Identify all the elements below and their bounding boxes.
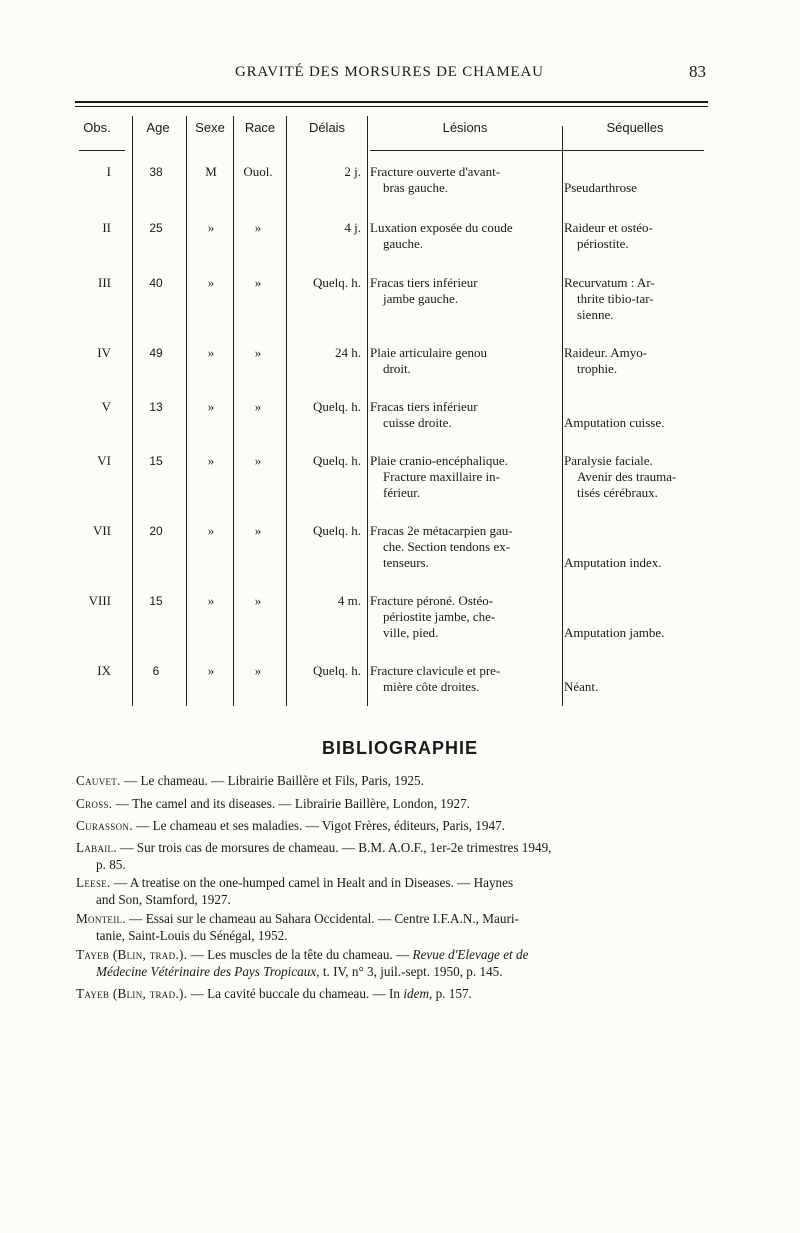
bib-entry bbox=[76, 772, 708, 789]
cell-race: » bbox=[254, 663, 262, 678]
cell-sexe: M bbox=[205, 164, 217, 179]
cell-race: » bbox=[254, 275, 262, 290]
cell-delais: Quelq. h. bbox=[312, 453, 361, 468]
header-obs: Obs. bbox=[83, 120, 111, 135]
column-divider bbox=[562, 126, 563, 706]
cell-obs: IX bbox=[97, 663, 111, 678]
cell-age: 49 bbox=[149, 346, 163, 360]
cell-sequelles: Amputation cuisse. bbox=[564, 415, 665, 430]
header-age: Age bbox=[146, 120, 170, 135]
cell-lesions: gauche. bbox=[383, 236, 424, 251]
running-head bbox=[75, 64, 708, 88]
cell-sexe: » bbox=[207, 345, 215, 360]
header-underline bbox=[79, 150, 125, 151]
cell-age: 6 bbox=[152, 664, 160, 678]
cell-lesions: Fracture péroné. Ostéo- bbox=[370, 593, 494, 608]
bib-continuation: p. 85. bbox=[96, 857, 126, 872]
cell-sexe: » bbox=[207, 593, 215, 608]
header-lesions: Lésions bbox=[442, 120, 488, 135]
cell-age: 38 bbox=[149, 165, 163, 179]
cell-sequelles: Raideur et ostéo- bbox=[564, 220, 653, 235]
header-race: Race bbox=[244, 120, 276, 135]
bib-text: — La cavité buccale du chameau. — In bbox=[190, 986, 401, 1001]
bib-text: — A treatise on the one-humped camel in Healt and in Diseases. — Haynes bbox=[113, 875, 514, 890]
cell-delais: 2 j. bbox=[344, 164, 361, 179]
cell-sequelles: Amputation jambe. bbox=[564, 625, 665, 640]
cell-lesions: Plaie cranio-encéphalique. bbox=[370, 453, 508, 468]
bib-entry bbox=[76, 795, 708, 812]
bib-continuation bbox=[76, 963, 708, 980]
cell-lesions: mière côte droites. bbox=[383, 679, 480, 694]
cell-delais: Quelq. h. bbox=[312, 399, 361, 414]
bib-entry bbox=[76, 874, 708, 908]
cell-age: 40 bbox=[149, 276, 163, 290]
bib-entry bbox=[76, 839, 708, 873]
header-sexe: Sexe bbox=[195, 120, 225, 135]
cell-lesions: ville, pied. bbox=[383, 625, 439, 640]
cell-sequelles: Amputation index. bbox=[564, 555, 662, 570]
bib-author: Tayeb (Blin, trad.). bbox=[76, 947, 188, 962]
cell-lesions: férieur. bbox=[383, 485, 421, 500]
cell-sequelles: tisés cérébraux. bbox=[577, 485, 658, 500]
column-divider bbox=[367, 116, 368, 706]
cell-sequelles: Néant. bbox=[564, 679, 599, 694]
cell-delais: 24 h. bbox=[335, 345, 361, 360]
bib-text: — Le chameau et ses maladies. — Vigot Frères, éditeurs, Paris, 1947. bbox=[136, 818, 505, 833]
cell-age: 20 bbox=[149, 524, 163, 538]
bib-author: Curasson. bbox=[76, 818, 133, 833]
bib-journal: Revue d'Elevage et de bbox=[412, 947, 529, 962]
cell-sexe: » bbox=[207, 453, 215, 468]
cell-sexe: » bbox=[207, 399, 215, 414]
cell-age: 25 bbox=[149, 221, 163, 235]
cell-lesions: Luxation exposée du coude bbox=[370, 220, 513, 235]
cell-age: 13 bbox=[149, 400, 163, 414]
cell-lesions: Fracas tiers inférieur bbox=[370, 399, 478, 414]
bib-journal: idem, bbox=[403, 986, 433, 1001]
cell-sequelles: Raideur. Amyo- bbox=[564, 345, 648, 360]
cell-lesions: Fracture ouverte d'avant- bbox=[370, 164, 501, 179]
cell-delais: 4 m. bbox=[337, 593, 361, 608]
cell-sequelles: Pseudarthrose bbox=[564, 180, 637, 195]
cell-delais: Quelq. h. bbox=[312, 663, 361, 678]
cell-obs: VI bbox=[97, 453, 111, 468]
cell-sexe: » bbox=[207, 220, 215, 235]
bib-author: Cross. bbox=[76, 796, 113, 811]
bib-author: Monteil. bbox=[76, 911, 126, 926]
column-divider bbox=[233, 116, 234, 706]
cell-obs: V bbox=[101, 399, 111, 414]
cell-sequelles: trophie. bbox=[577, 361, 618, 376]
cell-delais: Quelq. h. bbox=[312, 275, 361, 290]
bib-journal: Médecine Vétérinaire des Pays Tropicaux, bbox=[96, 964, 320, 979]
cell-lesions: cuisse droite. bbox=[383, 415, 452, 430]
cell-lesions: droit. bbox=[383, 361, 411, 376]
cell-lesions: Fracture clavicule et pre- bbox=[370, 663, 501, 678]
bib-text: — The camel and its diseases. — Librairie Baillère, London, 1927. bbox=[115, 796, 470, 811]
cell-obs: VIII bbox=[88, 593, 111, 608]
cell-obs: IV bbox=[97, 345, 111, 360]
cell-lesions: Fracas tiers inférieur bbox=[370, 275, 478, 290]
cell-race: » bbox=[254, 399, 262, 414]
bib-text: — Sur trois cas de morsures de chameau. — B.M. A.O.F., 1er-2e trimestres 1949, bbox=[120, 840, 552, 855]
column-divider bbox=[186, 116, 187, 706]
cell-lesions: che. Section tendons ex- bbox=[383, 539, 511, 554]
cell-lesions: Fracas 2e métacarpien gau- bbox=[370, 523, 513, 538]
cell-lesions: périostite jambe, che- bbox=[383, 609, 496, 624]
cell-race: » bbox=[254, 345, 262, 360]
bib-text: t. IV, n° 3, juil.-sept. 1950, p. 145. bbox=[322, 964, 503, 979]
bib-author: Tayeb (Blin, trad.). bbox=[76, 986, 188, 1001]
cell-delais: Quelq. h. bbox=[312, 523, 361, 538]
bib-text: — Le chameau. — Librairie Baillère et Fils, Paris, 1925. bbox=[123, 773, 424, 788]
cell-lesions: Plaie articulaire genou bbox=[370, 345, 487, 360]
bib-continuation: tanie, Saint-Louis du Sénégal, 1952. bbox=[96, 928, 288, 943]
bib-author: Labail. bbox=[76, 840, 117, 855]
header-delais: Délais bbox=[308, 120, 346, 135]
cell-obs: I bbox=[106, 164, 111, 179]
bib-continuation: and Son, Stamford, 1927. bbox=[96, 892, 231, 907]
bib-author: Cauvet. bbox=[76, 773, 121, 788]
cell-sequelles: Avenir des trauma- bbox=[577, 469, 677, 484]
cell-race: » bbox=[254, 523, 262, 538]
header-sequelles: Séquelles bbox=[606, 120, 664, 135]
column-divider bbox=[132, 116, 133, 706]
bib-text: — Essai sur le chameau au Sahara Occidental. — Centre I.F.A.N., Mauri- bbox=[129, 911, 519, 926]
cell-race: » bbox=[254, 593, 262, 608]
cell-obs: III bbox=[98, 275, 111, 290]
cell-lesions: tenseurs. bbox=[383, 555, 429, 570]
cell-sequelles: thrite tibio-tar- bbox=[577, 291, 654, 306]
cell-sexe: » bbox=[207, 275, 215, 290]
header-rule-thin bbox=[75, 106, 708, 107]
cell-lesions: Fracture maxillaire in- bbox=[383, 469, 500, 484]
bib-entry bbox=[76, 946, 708, 980]
observations-table bbox=[75, 108, 708, 708]
bib-text: — Les muscles de la tête du chameau. — bbox=[190, 947, 410, 962]
bibliography-title: BIBLIOGRAPHIE bbox=[321, 738, 478, 758]
cell-obs: VII bbox=[92, 523, 111, 538]
cell-sexe: » bbox=[207, 523, 215, 538]
bib-author: Leese. bbox=[76, 875, 111, 890]
cell-race: » bbox=[254, 220, 262, 235]
bib-entry bbox=[76, 910, 708, 944]
header-rule bbox=[75, 101, 708, 103]
cell-obs: II bbox=[102, 220, 111, 235]
cell-lesions: bras gauche. bbox=[383, 180, 448, 195]
header-underline bbox=[370, 150, 704, 151]
cell-sequelles: Paralysie faciale. bbox=[564, 453, 653, 468]
bib-entry bbox=[76, 985, 708, 1002]
cell-age: 15 bbox=[149, 594, 163, 608]
cell-sequelles: périostite. bbox=[577, 236, 629, 251]
running-title: GRAVITÉ DES MORSURES DE CHAMEAU bbox=[235, 64, 544, 80]
cell-delais: 4 j. bbox=[344, 220, 361, 235]
bib-entry bbox=[76, 817, 708, 834]
page-number: 83 bbox=[689, 62, 706, 81]
bib-text: p. 157. bbox=[435, 986, 472, 1001]
cell-lesions: jambe gauche. bbox=[383, 291, 459, 306]
cell-sexe: » bbox=[207, 663, 215, 678]
cell-age: 15 bbox=[149, 454, 163, 468]
cell-sequelles: sienne. bbox=[577, 307, 614, 322]
cell-race: Ouol. bbox=[243, 164, 273, 179]
cell-race: » bbox=[254, 453, 262, 468]
cell-sequelles: Recurvatum : Ar- bbox=[564, 275, 655, 290]
